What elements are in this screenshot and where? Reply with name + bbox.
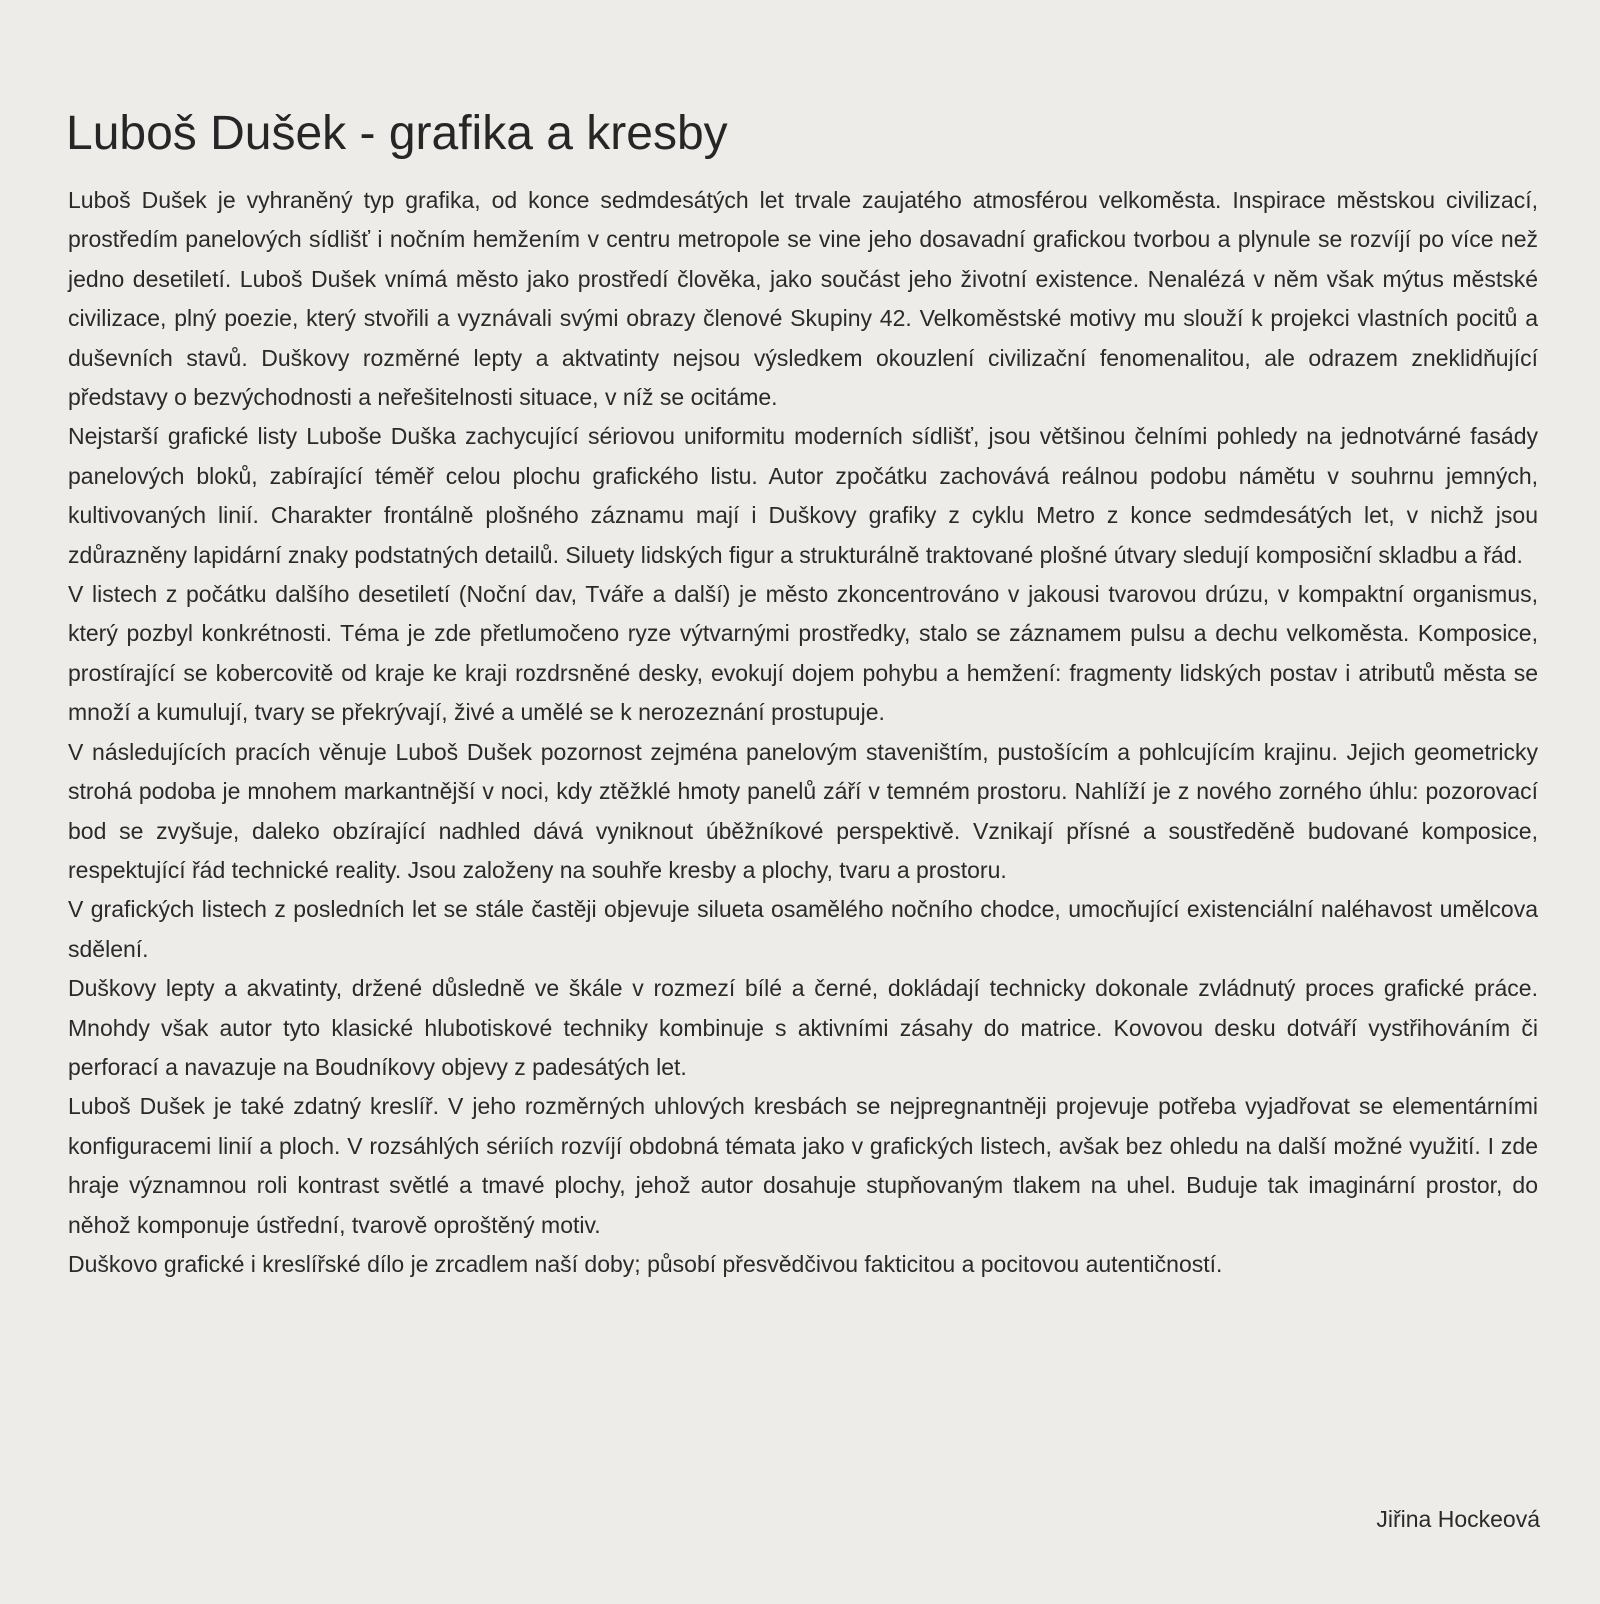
- page-title: Luboš Dušek - grafika a kresby: [66, 107, 728, 160]
- paragraph-1: Luboš Dušek je vyhraněný typ grafika, od konce sedmdesátých let trvale zaujatého atmosférou velkoměsta. Inspirace městskou civilizací, prostředím panelových sídlišť i nočním hemžením v centru metropole se vine jeho dosavadní grafickou tvorbou a plynule se rozvíjí po více než jedno desetiletí. Luboš Dušek vnímá město jako prostředí člověka, jako součást jeho životní existence. Nenalézá v něm však mýtus městské civilizace, plný poezie, který stvořili a vyznávali svými obrazy členové Skupiny 42. Velkoměstské motivy mu slouží k projekci vlastních pocitů a duševních stavů. Duškovy rozměrné lepty a aktvatinty nejsou výsledkem okouzlení civilizační fenomenalitou, ale odrazem zneklidňující představy o bezvýchodnosti a neřešitelnosti situace, v níž se ocitáme.: [68, 187, 1538, 411]
- paragraph-8: Duškovo grafické i kreslířské dílo je zrcadlem naší doby; působí přesvědčivou fakticitou a pocitovou autentičností.: [68, 1250, 1223, 1277]
- paragraph-6: Duškovy lepty a akvatinty, držené důsledně ve škále v rozmezí bílé a černé, dokládají technicky dokonale zvládnutý proces grafické práce. Mnohdy však autor tyto klasické hlubotiskové techniky kombinuje s aktivními zásahy do matrice. Kovovou desku dotváří vystřihováním či perforací a navazuje na Boudníkovy objevy z padesátých let.: [68, 975, 1538, 1080]
- paragraph-2: Nejstarší grafické listy Luboše Duška zachycující sériovou uniformitu moderních sídlišť, jsou většinou čelními pohledy na jednotvárné fasády panelových bloků, zabírající téměř celou plochu grafického listu. Autor zpočátku zachovává reálnou podobu námětu v souhrnu jemných, kultivovaných linií. Charakter frontálně plošného záznamu mají i Duškovy grafiky z cyklu Metro z konce sedmdesátých let, v nichž jsou zdůrazněny lapidární znaky podstatných detailů. Siluety lidských figur a strukturálně traktované plošné útvary sledují komposiční skladbu a řád.: [68, 423, 1538, 568]
- author-signature: Jiřina Hockeová: [1376, 1506, 1540, 1532]
- paragraph-7: Luboš Dušek je také zdatný kreslíř. V jeho rozměrných uhlových kresbách se nejpregnantněji projevuje potřeba vyjadřovat se elementárními konfiguracemi linií a ploch. V rozsáhlých sériích rozvíjí obdobná témata jako v grafických listech, avšak bez ohledu na další možné využití. I zde hraje významnou roli kontrast světlé a tmavé plochy, jehož autor dosahuje stupňovaným tlakem na uhel. Buduje tak imaginární prostor, do něhož komponuje ústřední, tvarově oproštěný motiv.: [68, 1093, 1538, 1238]
- paragraph-3: V listech z počátku dalšího desetiletí (Noční dav, Tváře a další) je město zkoncentrováno v jakousi tvarovou drúzu, v kompaktní organismus, který pozbyl konkrétnosti. Téma je zde přetlumočeno ryze výtvarnými prostředky, stalo se záznamem pulsu a dechu velkoměsta. Komposice, prostírající se kobercovitě od kraje ke kraji rozdrsněné desky, evokují dojem pohybu a hemžení: fragmenty lidských postav i atributů města se množí a kumulují, tvary se překrývají, živé a umělé se k nerozeznání prostupuje.: [68, 581, 1538, 726]
- article-body: [68, 181, 1538, 1284]
- paragraph-5: V grafických listech z posledních let se stále častěji objevuje silueta osamělého nočního chodce, umocňující existenciální naléhavost umělcova sdělení.: [68, 896, 1538, 962]
- paragraph-4: V následujících pracích věnuje Luboš Dušek pozornost zejména panelovým staveništím, pustošícím a pohlcujícím krajinu. Jejich geometricky strohá podoba je mnohem markantnější v noci, kdy ztěžklé hmoty panelů září v temném prostoru. Nahlíží je z nového zorného úhlu: pozorovací bod se zvyšuje, daleko obzírající nadhled dává vyniknout úběžníkové perspektivě. Vznikají přísné a soustředěně budované komposice, respektující řád technické reality. Jsou založeny na souhře kresby a plochy, tvaru a prostoru.: [68, 738, 1538, 883]
